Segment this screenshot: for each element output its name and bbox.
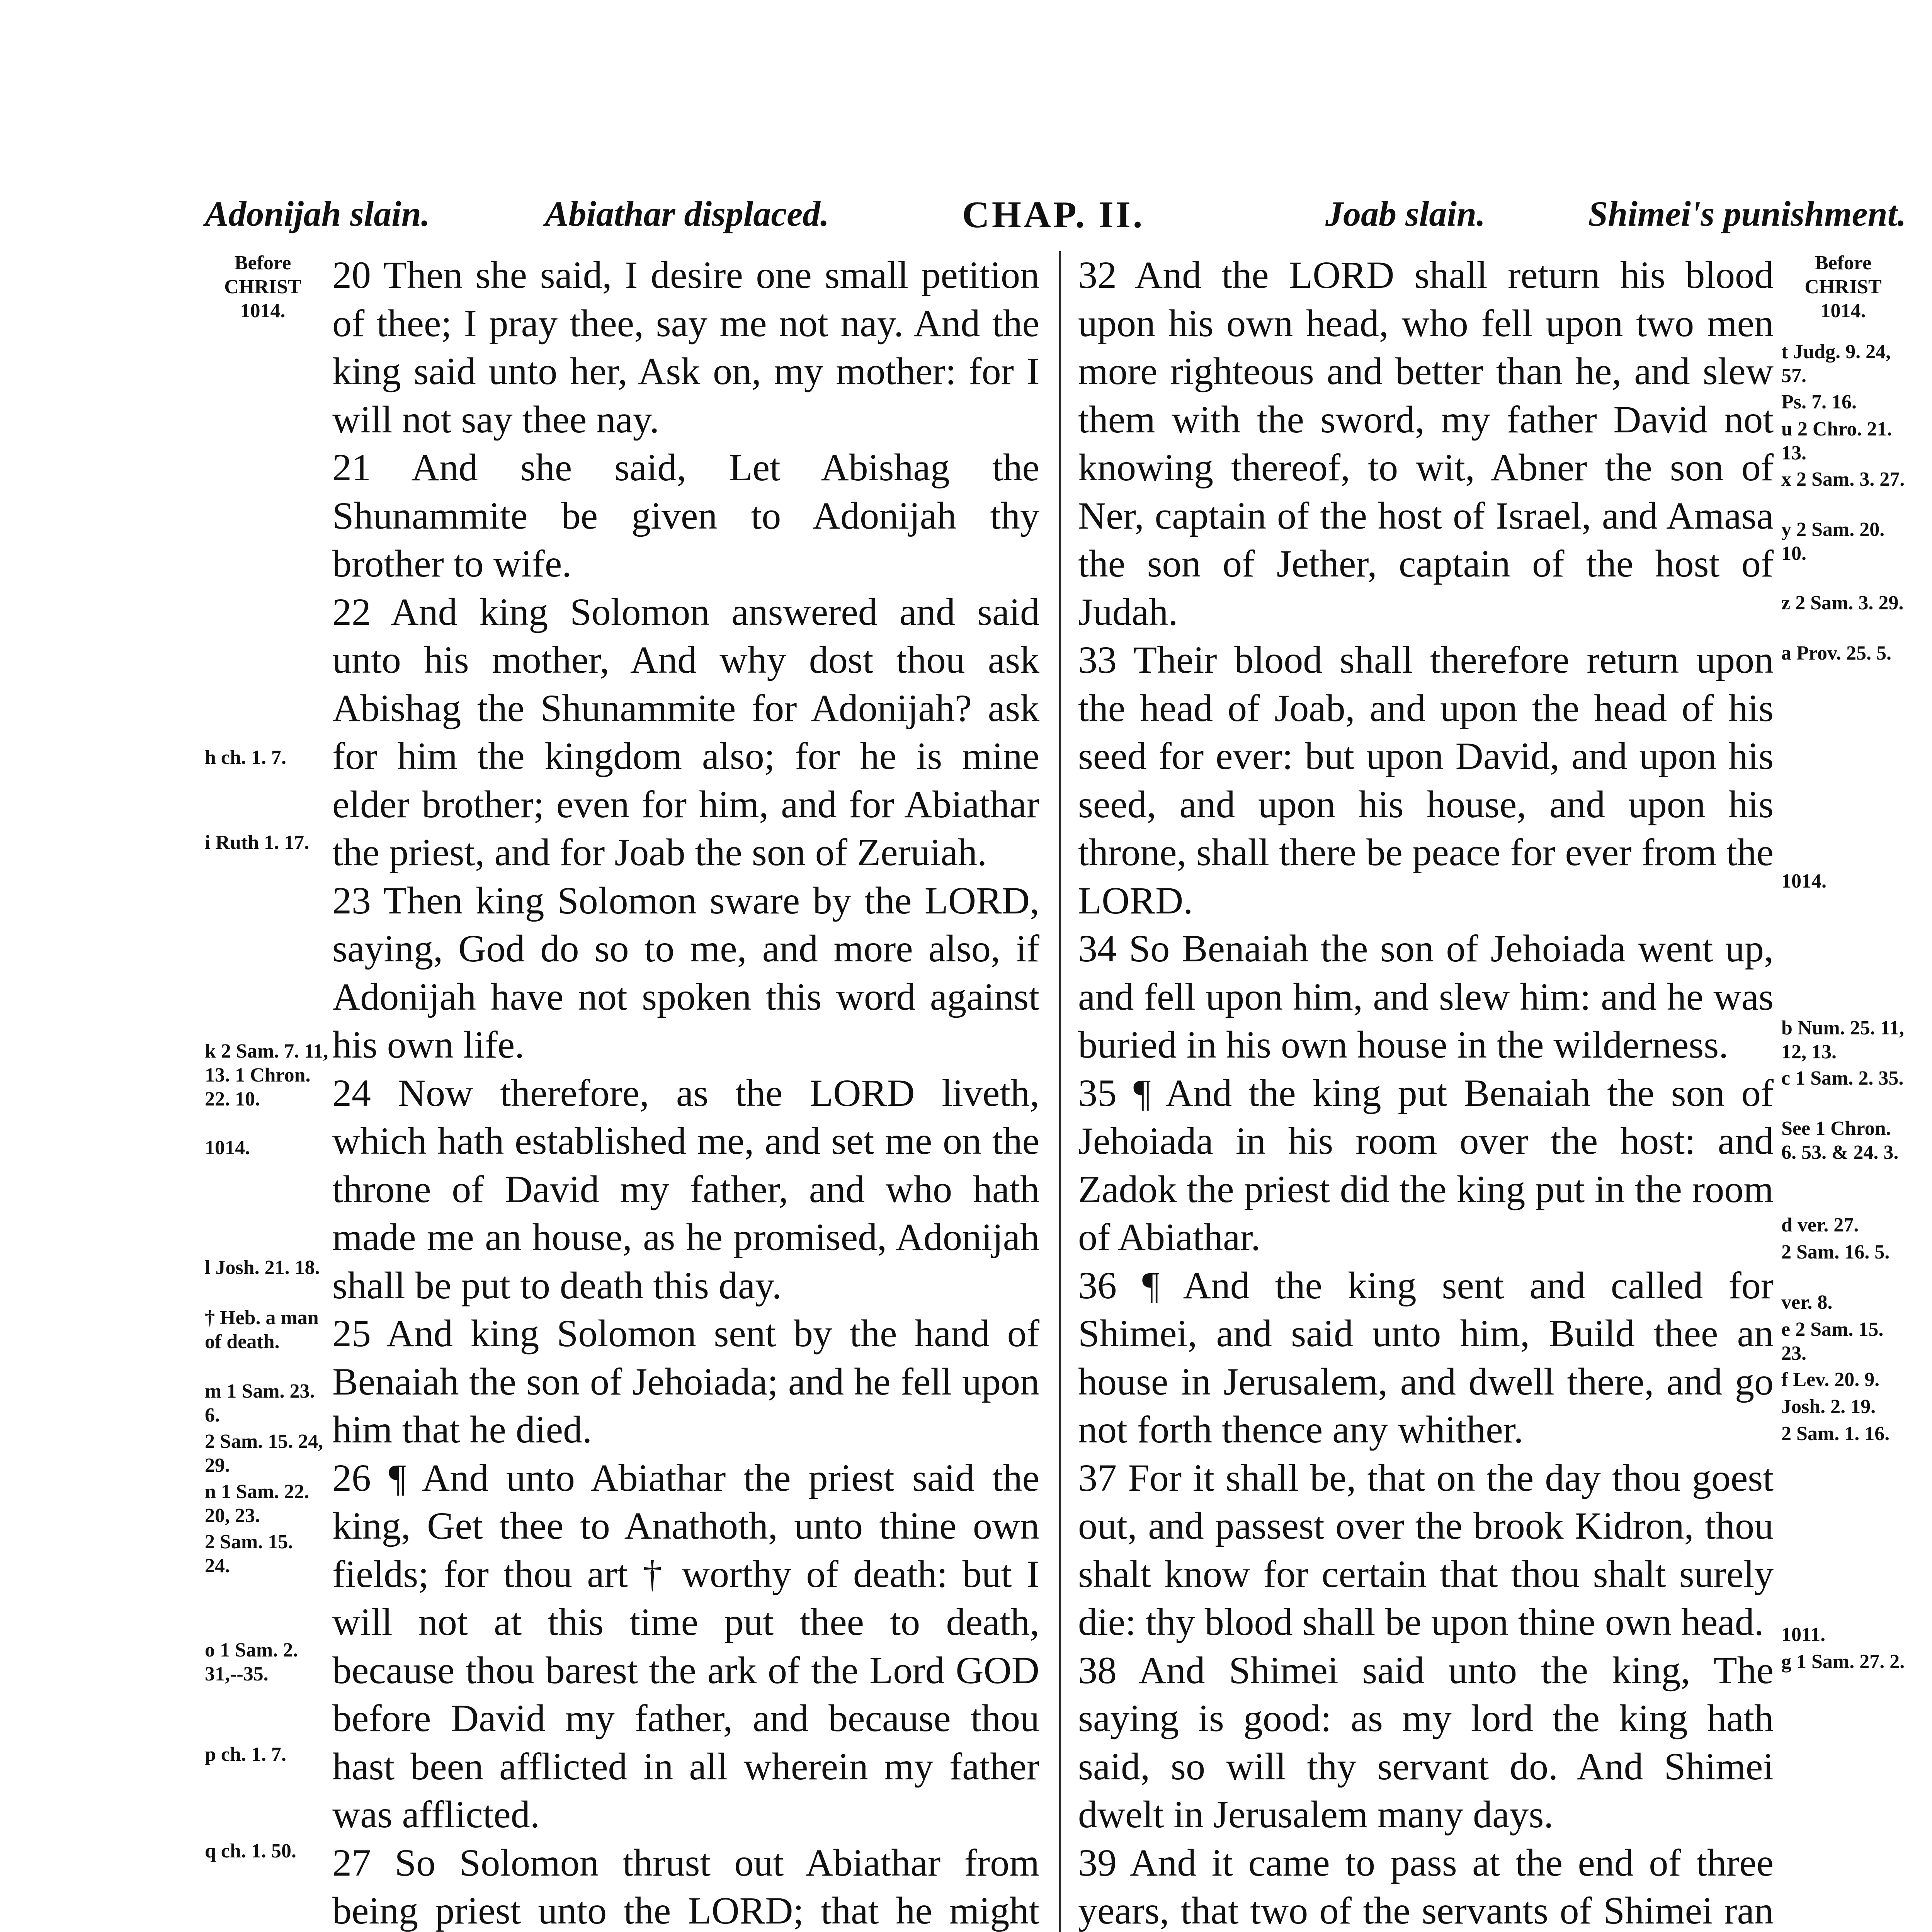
- running-header: [205, 193, 1932, 247]
- margin-note: n 1 Sam. 22. 20, 23.: [205, 1481, 310, 1527]
- verse-20: 20 Then she said, I desire one small petition of thee; I pray thee, say me not nay. And the king said unto her, Ask on, my mother: for I will not say thee nay.: [332, 253, 1039, 441]
- margin-note: 2 Sam. 15. 24.: [205, 1531, 293, 1577]
- margin-note: g 1 Sam. 27. 2.: [1781, 1651, 1905, 1673]
- year-label: 1014.: [240, 300, 286, 322]
- margin-note: 2 Sam. 1. 16.: [1781, 1423, 1890, 1445]
- header-left-title-1: Adonijah slain.: [205, 194, 430, 233]
- margin-note: See 1 Chron. 6. 53. & 24. 3.: [1781, 1117, 1899, 1163]
- verse-37: 37 For it shall be, that on the day thou goest out, and passest over the brook Kidron, thou shalt know for certain that thou shalt surely die: thy blood shall be upon thine own head.: [1078, 1456, 1774, 1643]
- verse-38: 38 And Shimei said unto the king, The saying is good: as my lord the king hath said, so will thy servant do. And Shimei dwelt in Jerusalem many days.: [1078, 1648, 1774, 1836]
- before-label: Before: [234, 252, 291, 274]
- margin-note: b Num. 25. 11, 12, 13.: [1781, 1017, 1904, 1063]
- header-right-title-2: Shimei's punishment.: [1588, 194, 1906, 233]
- margin-note: 2 Sam. 15. 24, 29.: [205, 1430, 323, 1476]
- margin-note: 1014.: [205, 1137, 250, 1159]
- margin-note: 2 Sam. 16. 5.: [1781, 1241, 1890, 1263]
- margin-note: q ch. 1. 50.: [205, 1840, 296, 1862]
- chapter-heading: CHAP. II.: [962, 194, 1145, 236]
- margin-note: d ver. 27.: [1781, 1214, 1859, 1236]
- before-label: Before: [1815, 252, 1872, 274]
- margin-note: o 1 Sam. 2. 31,--35.: [205, 1639, 298, 1685]
- margin-note: f Lev. 20. 9.: [1781, 1369, 1880, 1391]
- verse-34: 34 So Benaiah the son of Jehoiada went up, and fell upon him, and slew him: and he was buried in his own house in the wilderness.: [1078, 927, 1774, 1066]
- verse-24: 24 Now therefore, as the LORD liveth, which hath established me, and set me on the throne of David my father, and who hath made me an house, as he promised, Adonijah shall be put to death this day.: [332, 1071, 1039, 1307]
- margin-note: c 1 Sam. 2. 35.: [1781, 1067, 1904, 1089]
- margin-note: h ch. 1. 7.: [205, 747, 286, 769]
- verse-23: 23 Then king Solomon sware by the LORD, saying, God do so to me, and more also, if Adonijah have not spoken this word against his own life.: [332, 879, 1039, 1066]
- margin-note: † Heb. a man of death.: [205, 1307, 319, 1353]
- verse-27: 27 So Solomon thrust out Abiathar from being priest unto the LORD; that he might: [332, 1841, 1039, 1932]
- verse-35: 35 ¶ And the king put Benaiah the son of Jehoiada in his room over the host: and Zadok the priest did the king put in the room of Abiathar.: [1078, 1071, 1774, 1259]
- margin-note: p ch. 1. 7.: [205, 1743, 286, 1765]
- verse-39: 39 And it came to pass at the end of three years, that two of the servants of Shimei ran: [1078, 1841, 1774, 1932]
- margin-note: y 2 Sam. 20. 10.: [1781, 519, 1885, 565]
- margin-note: ver. 8.: [1781, 1291, 1833, 1313]
- verse-36: 36 ¶ And the king sent and called for Shimei, and said unto him, Build thee an house in Jerusalem, and dwell there, and go not forth thence any whither.: [1078, 1264, 1774, 1451]
- left-column: [332, 251, 1039, 1932]
- year-label: 1014.: [1820, 300, 1866, 322]
- margin-note: k 2 Sam. 7. 11, 13. 1 Chron. 22. 10.: [205, 1040, 328, 1110]
- verse-32: 32 And the LORD shall return his blood upon his own head, who fell upon two men more righteous and better than he, and slew them with the sword, my father David not knowing thereof, to wit, Abner the son of Ner, captain of the host of Israel, and Amasa the son of Jether, captain of the host of Judah.: [1078, 253, 1774, 633]
- margin-note: t Judg. 9. 24, 57.: [1781, 341, 1891, 387]
- verse-22: 22 And king Solomon answered and said unto his mother, And why dost thou ask Abishag the Shunammite for Adonijah? ask for him the kingdom also; for he is mine elder brother; even for him, and for Abiathar the priest, and for Joab the son of Zeruiah.: [332, 590, 1039, 874]
- margin-note: Ps. 7. 16.: [1781, 391, 1857, 413]
- before-christ-left: [201, 251, 325, 323]
- column-divider: [1059, 251, 1061, 1932]
- margin-note: u 2 Chro. 21. 13.: [1781, 418, 1892, 464]
- before-christ-right: [1781, 251, 1905, 323]
- verse-21: 21 And she said, Let Abishag the Shunammite be given to Adonijah thy brother to wife.: [332, 446, 1039, 585]
- right-column: [1078, 251, 1774, 1932]
- christ-label: CHRIST: [1804, 276, 1882, 298]
- margin-note: m 1 Sam. 23. 6.: [205, 1380, 315, 1426]
- margin-note: z 2 Sam. 3. 29.: [1781, 592, 1904, 614]
- margin-note: e 2 Sam. 15. 23.: [1781, 1318, 1884, 1364]
- verse-25: 25 And king Solomon sent by the hand of Benaiah the son of Jehoiada; and he fell upon him that he died.: [332, 1312, 1039, 1451]
- margin-note: i Ruth 1. 17.: [205, 832, 310, 854]
- verse-26: 26 ¶ And unto Abiathar the priest said the king, Get thee to Anathoth, unto thine own fields; for thou art † worthy of death: but I will not at this time put thee to death, because thou barest the ark of the Lord GOD before David my father, and because thou hast been afflicted in all wherein my father was afflicted.: [332, 1456, 1039, 1836]
- header-left-title-2: Abiathar displaced.: [545, 194, 830, 233]
- verse-33: 33 Their blood shall therefore return upon the head of Joab, and upon the head of his seed for ever: but upon David, and upon his seed, and upon his house, and upon his throne, shall there be peace for ever from the LORD.: [1078, 638, 1774, 922]
- margin-note: Josh. 2. 19.: [1781, 1396, 1876, 1418]
- margin-note: 1014.: [1781, 870, 1827, 892]
- header-right-title-1: Joab slain.: [1325, 194, 1486, 233]
- christ-label: CHRIST: [224, 276, 301, 298]
- margin-note: 1011.: [1781, 1624, 1826, 1646]
- margin-note: l Josh. 21. 18.: [205, 1257, 320, 1279]
- margin-note: x 2 Sam. 3. 27.: [1781, 468, 1905, 490]
- margin-note: a Prov. 25. 5.: [1781, 642, 1892, 664]
